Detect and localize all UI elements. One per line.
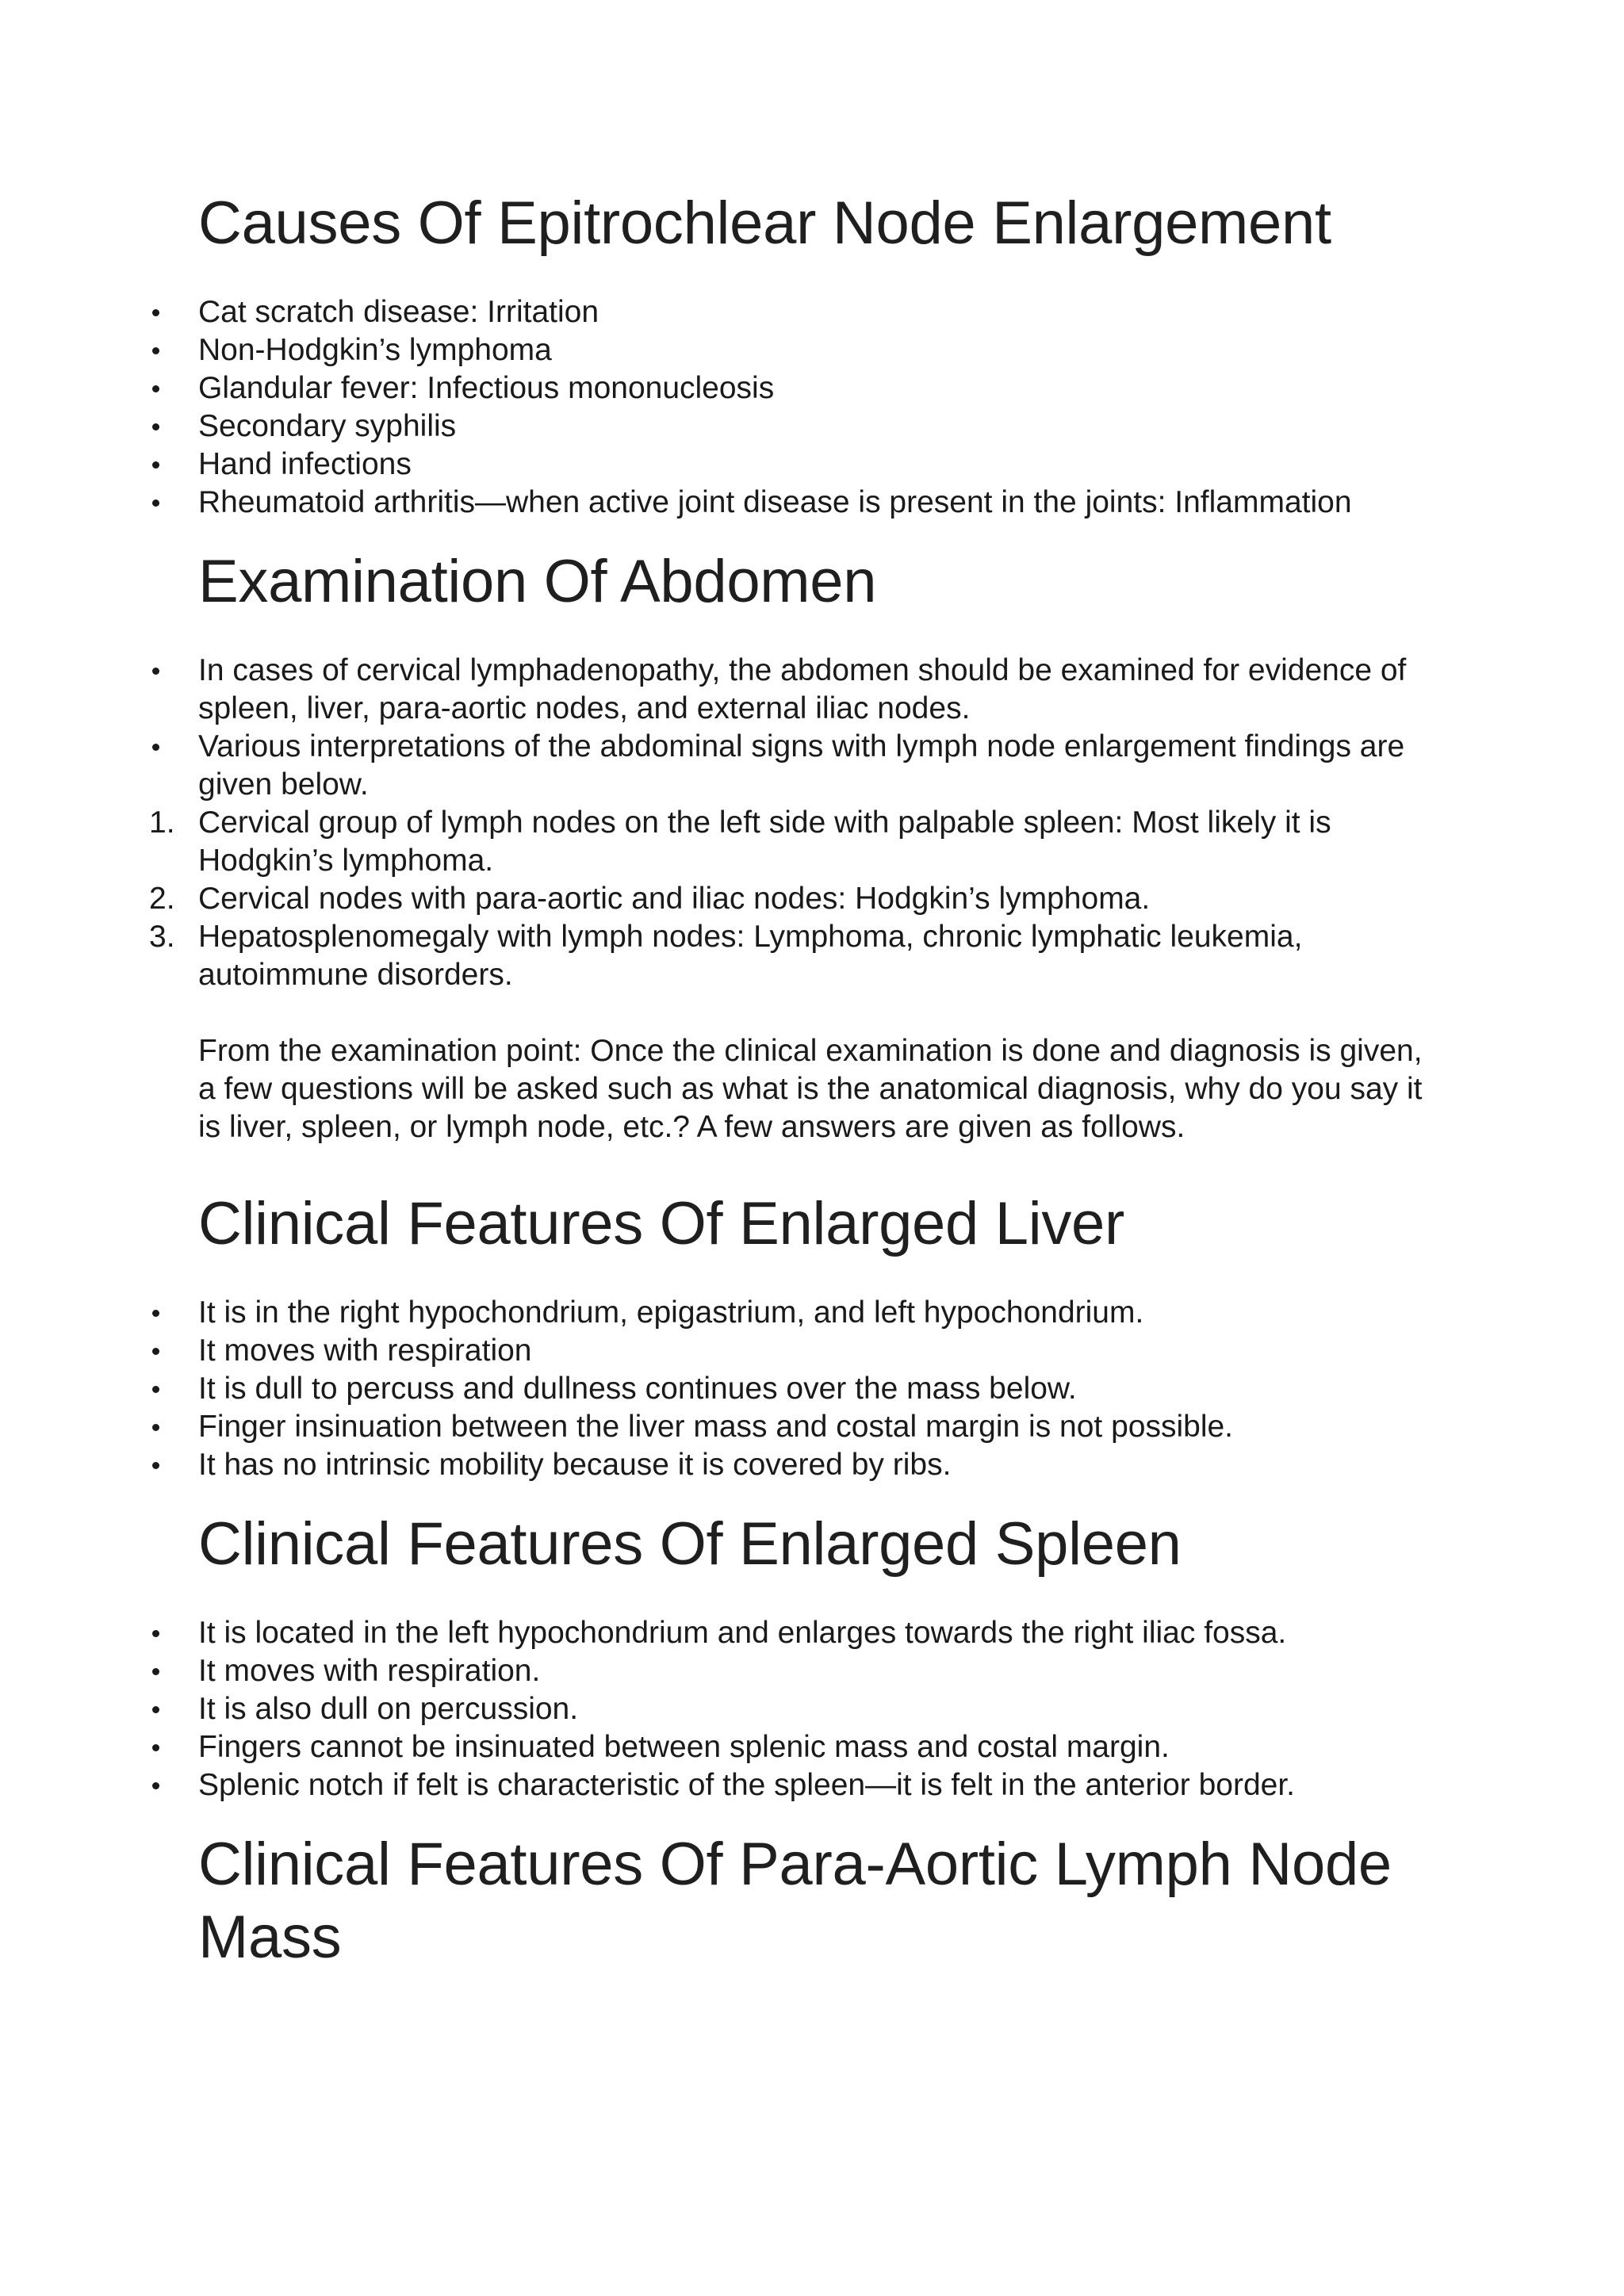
section-heading-abdomen: Examination Of Abdomen [198, 548, 877, 615]
list-item: It is dull to percuss and dullness continues over the mass below. [198, 1370, 1435, 1408]
numbered-item [149, 918, 1435, 994]
numbered-item [149, 804, 1435, 880]
item-text: Cervical group of lymph nodes on the left side with palpable spleen: Most likely it is Hodgkin’s lymphoma. [198, 806, 1331, 878]
section-heading-spleen: Clinical Features Of Enlarged Spleen [198, 1510, 1182, 1578]
item-number: 2. [149, 882, 175, 916]
list-item: Secondary syphilis [198, 408, 1435, 446]
list-item: Various interpretations of the abdominal signs with lymph node enlargement findings are given below. [198, 728, 1435, 804]
list-item: Cat scratch disease: Irritation [198, 293, 1435, 331]
list-item: It is also dull on percussion. [198, 1690, 1435, 1728]
section-heading-para-aortic: Clinical Features Of Para-Aortic Lymph Node Mass [198, 1831, 1392, 1971]
list-item: It has no intrinsic mobility because it is covered by ribs. [198, 1446, 1435, 1484]
list-item: Glandular fever: Infectious mononucleosis [198, 369, 1435, 408]
abdomen-numbered-list [149, 804, 1435, 994]
list-item: It is in the right hypochondrium, epigastrium, and left hypochondrium. [198, 1294, 1435, 1332]
list-item: In cases of cervical lymphadenopathy, the abdomen should be examined for evidence of spleen, liver, para-aortic nodes, and external iliac nodes. [198, 652, 1435, 728]
item-text: Cervical nodes with para-aortic and iliac nodes: Hodgkin’s lymphoma. [198, 882, 1151, 916]
numbered-item [149, 880, 1435, 918]
liver-features-list [198, 1294, 1435, 1484]
section-heading-liver: Clinical Features Of Enlarged Liver [198, 1190, 1125, 1257]
document-content [149, 187, 1435, 1974]
item-number: 1. [149, 806, 175, 840]
epitrochlear-causes-list [198, 293, 1435, 522]
list-item: It moves with respiration. [198, 1652, 1435, 1690]
item-number: 3. [149, 920, 175, 954]
list-item: It moves with respiration [198, 1332, 1435, 1370]
list-item: Rheumatoid arthritis—when active joint disease is present in the joints: Inflammation [198, 484, 1435, 522]
item-text: Hepatosplenomegaly with lymph nodes: Lymphoma, chronic lymphatic leukemia, autoimmune disorders. [198, 920, 1303, 992]
list-item: Fingers cannot be insinuated between splenic mass and costal margin. [198, 1728, 1435, 1766]
list-item: Hand infections [198, 446, 1435, 484]
examination-paragraph: From the examination point: Once the clinical examination is done and diagnosis is given, a few questions will be asked such as what is the anatomical diagnosis, why do you say it is liver, spleen, or lymph node, etc.? A few answers are given as follows. [198, 1034, 1423, 1144]
list-item: It is located in the left hypochondrium and enlarges towards the right iliac fossa. [198, 1614, 1435, 1652]
section-heading-epitrochlear: Causes Of Epitrochlear Node Enlargement [198, 189, 1331, 257]
abdomen-bullet-list [198, 652, 1435, 804]
list-item: Finger insinuation between the liver mass and costal margin is not possible. [198, 1408, 1435, 1446]
list-item: Splenic notch if felt is characteristic of the spleen—it is felt in the anterior border. [198, 1766, 1435, 1804]
list-item: Non-Hodgkin’s lymphoma [198, 331, 1435, 369]
spleen-features-list [198, 1614, 1435, 1804]
